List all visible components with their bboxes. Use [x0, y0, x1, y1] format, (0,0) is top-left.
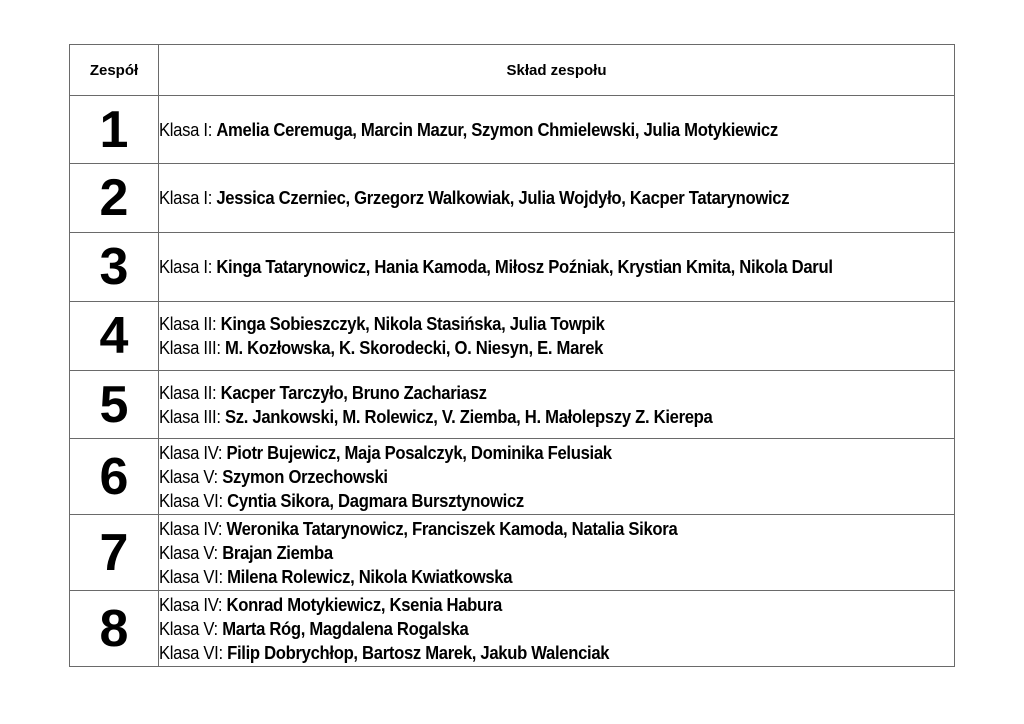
- team-number: 2: [70, 164, 159, 233]
- class-label: Klasa VI:: [159, 641, 223, 663]
- team-composition: [159, 164, 955, 233]
- class-label: Klasa I:: [159, 187, 213, 208]
- class-line: [159, 489, 875, 513]
- table-header-row: [70, 45, 955, 96]
- student-names: Milena Rolewicz, Nikola Kwiatkowska: [227, 565, 513, 587]
- student-names: Szymon Orzechowski: [222, 465, 388, 487]
- student-names: Weronika Tatarynowicz, Franciszek Kamoda, Natalia Sikora: [226, 517, 678, 539]
- teams-table: [69, 44, 955, 667]
- class-line: [159, 336, 875, 360]
- class-label: Klasa IV:: [159, 517, 223, 539]
- table-row: [70, 591, 955, 667]
- team-number: 6: [70, 439, 159, 515]
- student-names: Kinga Tatarynowicz, Hania Kamoda, Miłosz Poźniak, Krystian Kmita, Nikola Darul: [216, 256, 833, 277]
- class-label: Klasa V:: [159, 617, 218, 639]
- class-line: [159, 186, 875, 210]
- student-names: Cyntia Sikora, Dagmara Bursztynowicz: [227, 489, 524, 511]
- team-composition: [159, 439, 955, 515]
- class-label: Klasa III:: [159, 337, 221, 358]
- table-row: [70, 371, 955, 439]
- class-label: Klasa IV:: [159, 593, 223, 615]
- student-names: Marta Róg, Magdalena Rogalska: [222, 617, 469, 639]
- team-composition: [159, 515, 955, 591]
- class-line: [159, 565, 875, 589]
- class-line: [159, 312, 875, 336]
- student-names: Jessica Czerniec, Grzegorz Walkowiak, Julia Wojdyło, Kacper Tatarynowicz: [216, 187, 790, 208]
- header-team: Zespół: [70, 45, 159, 96]
- class-line: [159, 593, 875, 617]
- header-composition: Skład zespołu: [159, 45, 955, 96]
- class-label: Klasa II:: [159, 313, 217, 334]
- class-label: Klasa I:: [159, 256, 213, 277]
- team-composition: [159, 302, 955, 371]
- student-names: Filip Dobrychłop, Bartosz Marek, Jakub Walenciak: [227, 641, 610, 663]
- class-line: [159, 517, 875, 541]
- student-names: Piotr Bujewicz, Maja Posalczyk, Dominika Felusiak: [226, 441, 612, 463]
- table-row: [70, 233, 955, 302]
- class-label: Klasa VI:: [159, 489, 223, 511]
- class-line: [159, 541, 875, 565]
- class-label: Klasa V:: [159, 541, 218, 563]
- class-line: [159, 641, 875, 665]
- class-label: Klasa IV:: [159, 441, 223, 463]
- student-names: M. Kozłowska, K. Skorodecki, O. Niesyn, E. Marek: [224, 337, 604, 358]
- team-number: 3: [70, 233, 159, 302]
- student-names: Brajan Ziemba: [222, 541, 333, 563]
- class-line: [159, 255, 875, 279]
- class-label: Klasa III:: [159, 405, 221, 427]
- team-composition: [159, 96, 955, 164]
- team-composition: [159, 233, 955, 302]
- table-row: [70, 164, 955, 233]
- student-names: Kinga Sobieszczyk, Nikola Stasińska, Julia Towpik: [220, 313, 605, 334]
- table-row: [70, 439, 955, 515]
- class-label: Klasa VI:: [159, 565, 223, 587]
- class-line: [159, 617, 875, 641]
- class-label: Klasa I:: [159, 118, 213, 140]
- table-row: [70, 96, 955, 164]
- table-row: [70, 302, 955, 371]
- team-number: 8: [70, 591, 159, 667]
- student-names: Kacper Tarczyło, Bruno Zachariasz: [220, 381, 487, 403]
- team-composition: [159, 591, 955, 667]
- class-label: Klasa V:: [159, 465, 218, 487]
- team-number: 5: [70, 371, 159, 439]
- class-line: [159, 381, 875, 405]
- team-number: 4: [70, 302, 159, 371]
- table-row: [70, 515, 955, 591]
- class-label: Klasa II:: [159, 381, 217, 403]
- student-names: Konrad Motykiewicz, Ksenia Habura: [226, 593, 503, 615]
- class-line: [159, 441, 875, 465]
- class-line: [159, 465, 875, 489]
- team-composition: [159, 371, 955, 439]
- class-line: [159, 405, 875, 429]
- class-line: [159, 118, 875, 142]
- student-names: Sz. Jankowski, M. Rolewicz, V. Ziemba, H. Małolepszy Z. Kierepa: [224, 405, 713, 427]
- team-number: 1: [70, 96, 159, 164]
- student-names: Amelia Ceremuga, Marcin Mazur, Szymon Chmielewski, Julia Motykiewicz: [216, 118, 778, 140]
- team-number: 7: [70, 515, 159, 591]
